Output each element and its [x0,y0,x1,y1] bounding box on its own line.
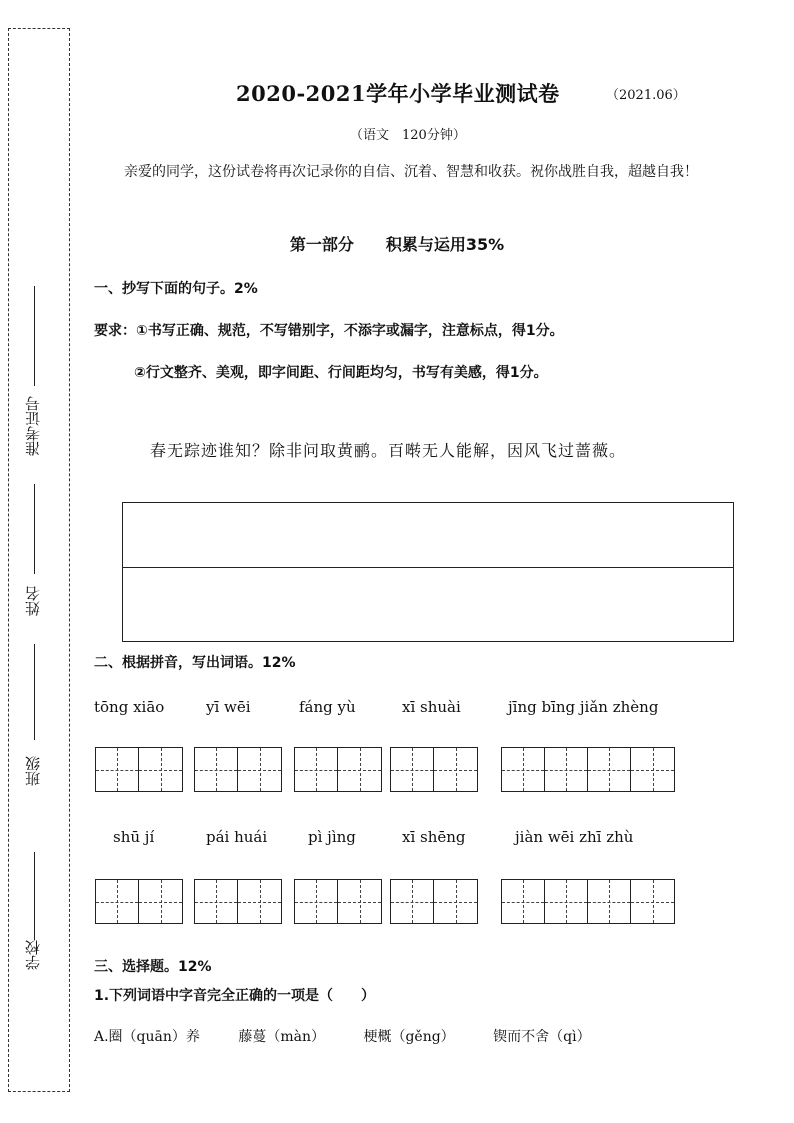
option-4: 锲而不舍（qì） [493,1029,591,1045]
grid-cell[interactable] [338,880,381,923]
option-3: 梗概（gěng） [363,1029,455,1045]
option-a: A.圈（quān）养 [94,1029,200,1045]
grid-cell[interactable] [588,880,631,923]
writing-grid[interactable] [194,879,282,924]
writing-grid[interactable] [501,879,675,924]
grid-cell[interactable] [295,880,338,923]
grid-cell[interactable] [434,748,477,791]
name-underline [34,484,35,574]
grid-cell[interactable] [391,748,434,791]
exam-id-label: 准考证号 [24,396,42,456]
writing-grid[interactable] [294,747,382,792]
school-label: 学校 [24,940,42,970]
poem-text: 春无踪迹谁知？除非问取黄鹂。百啭无人能解，因风飞过蔷薇。 [150,441,627,460]
copy-writing-box[interactable] [122,502,734,642]
pinyin-prompt: pì jìng [308,828,356,846]
question-1: 1.下列词语中字音完全正确的一项是（ ） [94,988,376,1004]
pinyin-prompt: tōng xiāo [94,698,165,716]
section1-title: 一、抄写下面的句子。2% [94,281,258,297]
grid-cell[interactable] [588,748,631,791]
grid-cell[interactable] [545,880,588,923]
grid-cell[interactable] [631,880,674,923]
id-underline [34,286,35,386]
intro-text: 亲爱的同学，这份试卷将再次记录你的自信、沉着、智慧和收获。祝你战胜自我，超越自我！ [124,164,698,180]
exam-title: 2020-2021学年小学毕业测试卷 [236,81,560,106]
writing-grid[interactable] [390,879,478,924]
binding-margin [8,28,70,1092]
grid-cell[interactable] [545,748,588,791]
grid-cell[interactable] [391,880,434,923]
grid-cell[interactable] [96,748,139,791]
writing-grid[interactable] [294,879,382,924]
pinyin-prompt: yī wēi [206,698,251,716]
class-label: 班级 [24,756,42,786]
grid-cell[interactable] [238,748,281,791]
requirement-1: 要求：①书写正确、规范，不写错别字，不添字或漏字，注意标点，得1分。 [94,323,564,339]
section3-title: 三、选择题。12% [94,959,212,975]
option-2: 藤蔓（màn） [238,1029,325,1045]
grid-cell[interactable] [434,880,477,923]
grid-cell[interactable] [338,748,381,791]
pinyin-prompt: pái huái [206,828,268,846]
grid-cell[interactable] [238,880,281,923]
name-label: 姓名 [24,586,42,616]
grid-cell[interactable] [295,748,338,791]
grid-cell[interactable] [96,880,139,923]
pinyin-prompt: xī shēng [402,828,466,846]
grid-cell[interactable] [502,748,545,791]
grid-cell[interactable] [195,880,238,923]
pinyin-prompt: jiàn wēi zhī zhù [515,828,634,846]
writing-grid[interactable] [501,747,675,792]
grid-cell[interactable] [631,748,674,791]
writing-grid[interactable] [194,747,282,792]
writing-grid[interactable] [390,747,478,792]
writing-grid[interactable] [95,879,183,924]
grid-cell[interactable] [502,880,545,923]
school-underline [34,852,35,940]
question-1-options [94,1026,625,1046]
pinyin-prompt: jīng bīng jiǎn zhèng [508,698,659,716]
grid-cell[interactable] [195,748,238,791]
writing-grid[interactable] [95,747,183,792]
pinyin-prompt: shū jí [113,828,155,846]
part1-title: 第一部分 积累与运用35% [289,235,505,254]
grid-cell[interactable] [139,748,182,791]
exam-subtitle: （语文 120分钟） [350,128,466,143]
copy-box-divider [123,567,733,568]
section2-title: 二、根据拼音，写出词语。12% [94,655,296,671]
grid-cell[interactable] [139,880,182,923]
pinyin-prompt: fáng yù [299,698,356,716]
class-underline [34,644,35,740]
exam-date: （2021.06） [606,88,686,103]
pinyin-prompt: xī shuài [402,698,461,716]
requirement-2: ②行文整齐、美观，即字间距、行间距均匀，书写有美感，得1分。 [134,365,548,381]
